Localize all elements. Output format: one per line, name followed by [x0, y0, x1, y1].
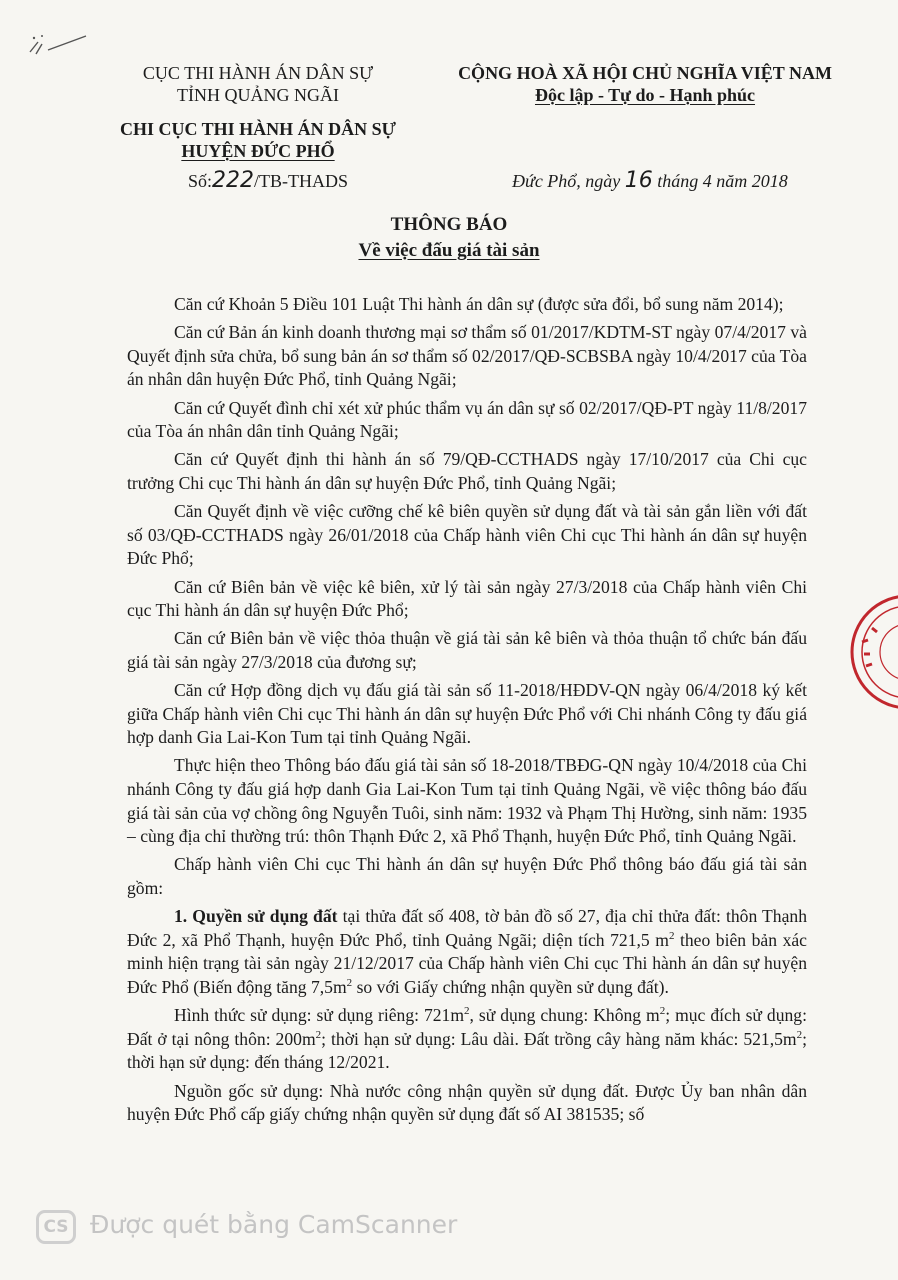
issue-date: Đức Phổ, ngày 16 tháng 4 năm 2018 [512, 168, 788, 193]
paragraph-legal-basis-6: Căn cứ Biên bản về việc kê biên, xử lý tài sản ngày 27/3/2018 của Chấp hành viên Chi cục Thi hành án dân sự huyện Đức Phổ; [127, 576, 807, 621]
paragraph-legal-basis-5: Căn Quyết định về việc cưỡng chế kê biên quyền sử dụng đất và tài sản gắn liền với đất số 03/QĐ-CCTHADS ngày 26/01/2018 của Chấp hành viên Chi cục Thi hành án dân sự huyện Đức Phổ; [127, 501, 807, 569]
paragraph-execution: Thực hiện theo Thông báo đấu giá tài sản số 18-2018/TBĐG-QN ngày 10/4/2018 của Chi nhánh Công ty đấu giá hợp danh Gia Lai-Kon Tum tại tỉnh Quảng Ngãi, về việc thông báo đấu giá tài sản của vợ chồng ông Nguyễn Tuôi, sinh năm: 1932 và Phạm Thị Hường, sinh năm: 1935 – cùng địa chỉ thường trú: thôn Thạnh Đức 2, xã Phổ Thạnh, huyện Đức Phổ, tỉnh Quảng Ngãi. [127, 755, 807, 847]
paragraph-origin: Nguồn gốc sử dụng: Nhà nước công nhận quyền sử dụng đất. Được Ủy ban nhân dân huyện Đức Phổ cấp giấy chứng nhận quyền sử dụng đất số AI 381535; số [127, 1080, 807, 1125]
nation-name: CỘNG HOÀ XÃ HỘI CHỦ NGHĨA VIỆT NAM [458, 63, 832, 83]
paragraph-announcement: Chấp hành viên Chi cục Thi hành án dân sự huyện Đức Phổ thông báo đấu giá tài sản gồm: [127, 854, 807, 898]
agency-province: TỈNH QUẢNG NGÃI [177, 85, 339, 105]
national-motto: Độc lập - Tự do - Hạnh phúc [534, 85, 756, 105]
paragraph-legal-basis-4: Căn cứ Quyết định thi hành án số 79/QĐ-CCTHADS ngày 17/10/2017 của Chi cục trưởng Chi cục Thi hành án dân sự huyện Đức Phổ, tỉnh Quảng Ngãi; [127, 449, 807, 493]
paragraph-legal-basis-7: Căn cứ Biên bản về việc thỏa thuận về giá tài sản kê biên và thỏa thuận tổ chức bán đấu giá tài sản ngày 27/3/2018 của đương sự; [127, 628, 807, 672]
paragraph-item-1: 1. Quyền sử dụng đất tại thửa đất số 408, tờ bản đồ số 27, địa chỉ thửa đất: thôn Thạnh Đức 2, xã Phổ Thạnh, huyện Đức Phổ, tỉnh Quảng Ngãi; diện tích 721,5 $m^2$ theo biên bản xác minh hiện trạng tài sản ngày 21/12/2017 của Chấp hành viên Chi cục Thi hành án dân sự huyện Đức Phổ (Biến động tăng $7,5m^2$ so với Giấy chứng nhận quyền sử dụng đất). [127, 906, 807, 997]
scanner-watermark [36, 1208, 576, 1248]
document-subtitle: Về việc đấu giá tài sản [358, 240, 540, 261]
paragraph-legal-basis-3: Căn cứ Quyết đình chỉ xét xử phúc thẩm vụ án dân sự số 02/2017/QĐ-PT ngày 11/8/2017 của Tòa án nhân dân tỉnh Quảng Ngãi; [127, 397, 807, 442]
paragraph-usage-form: Hình thức sử dụng: sử dụng riêng: $721m^2$, sử dụng chung: Không $m^2$; mục đích sử dụng: Đất ở tại nông thôn: $200m^2$; thời hạn sử dụng: Lâu dài. Đất trồng cây hàng năm khác: $521,5m^2$; thời hạn sử dụng: đến tháng 12/2021. [127, 1005, 807, 1073]
sub-agency-block [118, 118, 398, 162]
agency-block [128, 62, 388, 106]
document-title: THÔNG BÁO [390, 214, 508, 235]
sub-agency-district: HUYỆN ĐỨC PHỔ [181, 141, 335, 161]
camscanner-logo: CS [36, 1210, 76, 1244]
paragraph-legal-basis-1: Căn cứ Khoản 5 Điều 101 Luật Thi hành án dân sự (được sửa đổi, bổ sung năm 2014); [174, 294, 784, 314]
handwritten-number: 222 [212, 168, 255, 193]
document-number: Số:222/TB-THADS [188, 168, 349, 193]
handwritten-day: 16 [624, 168, 653, 193]
agency-name: CỤC THI HÀNH ÁN DÂN SỰ [142, 63, 374, 83]
paragraph-legal-basis-8: Căn cứ Hợp đồng dịch vụ đấu giá tài sản số 11-2018/HĐDV-QN ngày 06/4/2018 ký kết giữa Chấp hành viên Chi cục Thi hành án dân sự huyện Đức Phổ với Chi nhánh Công ty đấu giá hợp danh Gia Lai-Kon Tum tại tỉnh Quảng Ngãi. [127, 680, 807, 748]
paragraph-legal-basis-2: Căn cứ Bản án kinh doanh thương mại sơ thẩm số 01/2017/KDTM-ST ngày 07/4/2017 và Quyết định sửa chửa, bổ sung bản án sơ thẩm số 02/2017/QĐ-SCBSBA ngày 10/4/2017 của Tòa án nhân dân huyện Đức Phổ, tỉnh Quảng Ngãi; [127, 322, 807, 390]
camscanner-text: Được quét bằng CamScanner [90, 1210, 458, 1239]
official-seal-icon [848, 592, 898, 712]
nation-block [440, 62, 850, 106]
sub-agency-name: CHI CỤC THI HÀNH ÁN DÂN SỰ [119, 119, 397, 139]
document-body [127, 293, 807, 1128]
pen-mark-icon [28, 30, 88, 60]
